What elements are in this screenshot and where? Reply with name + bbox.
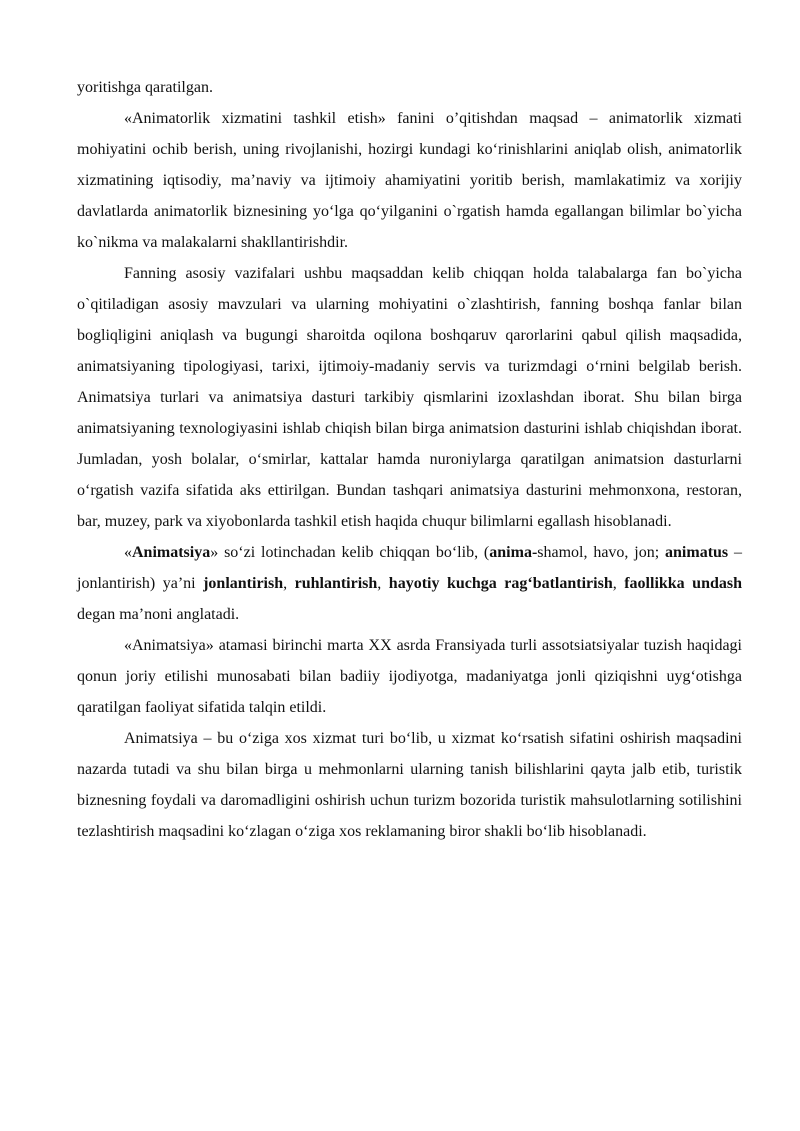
lead-line: yoritishga qaratilgan. — [77, 79, 213, 96]
etymology-text: , — [377, 575, 389, 592]
term-faollikka-undash: faollikka undash — [624, 575, 742, 592]
term-anima: anima- — [489, 544, 538, 561]
etymology-text: – jonlantirish) ya’ni — [77, 544, 743, 592]
etymology-text: , — [612, 575, 625, 592]
paragraph-definition: Animatsiya – bu o‘ziga xos xizmat turi bo‘lib, u xizmat ko‘rsatish sifatini oshirish maqsadini nazarda tutadi va shu bilan birga u mehmonlarni ularning tanish bilishlarini qayta jalb etib, turistik biznesning foydali va daromadligini oshirish uchun turizm bozorida turistik mahsulotlarning sotilishini tezlashtirish maqsadini ko‘zlagan o‘ziga xos reklamaning biror shakli bo‘lib hisoblanadi. — [77, 730, 742, 840]
term-animatsiya: Animatsiya — [132, 544, 211, 561]
etymology-text: « — [124, 544, 132, 561]
term-jonlantirish: jonlantirish — [203, 575, 284, 592]
etymology-text: , — [283, 575, 295, 592]
document-page — [77, 72, 742, 847]
term-animatus: animatus — [665, 544, 729, 561]
etymology-text: shamol, havo, jon; — [537, 544, 666, 561]
paragraph-history: «Animatsiya» atamasi birinchi marta XX asrda Fransiyada turli assotsiatsiyalar tuzish haqidagi qonun joriy etilishi munosabati bilan badiiy ijodiyotga, madaniyatga jonli qiziqishni uyg‘otishga qaratilgan faoliyat sifatida talqin etildi. — [77, 637, 742, 716]
paragraph-goal: «Animatorlik xizmatini tashkil etish» fanini o’qitishdan maqsad – animatorlik xizmati mohiyatini ochib berish, uning rivojlanishi, hozirgi kundagi ko‘rinishlarini aniqlab olish, animatorlik xizmatining iqtisodiy, ma’naviy va ijtimoiy ahamiyatini yoritib berish, mamlakatimiz va xorijiy davlatlarda animatorlik biznesining yo‘lga qo‘yilganini o`rgatish hamda egallangan bilimlar bo`yicha ko`nikma va malakalarni shakllantirishdir. — [77, 110, 742, 251]
term-ruhlantirish: ruhlantirish — [294, 575, 378, 592]
paragraph-tasks: Fanning asosiy vazifalari ushbu maqsaddan kelib chiqqan holda talabalarga fan bo`yicha o`qitiladigan asosiy mavzulari va ularning mohiyatini o`zlashtirish, fanning boshqa fanlar bilan bogliqligini aniqlash va bugungi sharoitda oqilona boshqaruv qarorlarini qabul qilish maqsadida, animatsiyaning tipologiyasi, tarixi, ijtimoiy-madaniy servis va turizmdagi o‘rnini belgilab berish. Animatsiya turlari va animatsiya dasturi tarkibiy qismlarini izoxlashdan iborat. Shu bilan birga animatsiyaning texnologiyasini ishlab chiqish bilan birga animatsion dasturini ishlab chiqishdan iborat. Jumladan, yosh bolalar, o‘smirlar, kattalar hamda nuroniylarga qaratilgan animatsion dasturlarni o‘rgatish vazifa sifatida aks ettirilgan. Bundan tashqari animatsiya dasturini mehmonxona, restoran, bar, muzey, park va xiyobonlarda tashkil etish haqida chuqur bilimlarni egallash hisoblanadi. — [77, 265, 742, 530]
term-hayotiy-kuchga: hayotiy kuchga rag‘batlantirish — [388, 575, 613, 592]
paragraph-etymology — [77, 537, 742, 630]
etymology-text: » so‘zi lotinchadan kelib chiqqan bo‘lib, ( — [210, 544, 490, 561]
etymology-text: degan ma’noni anglatadi. — [77, 606, 240, 623]
